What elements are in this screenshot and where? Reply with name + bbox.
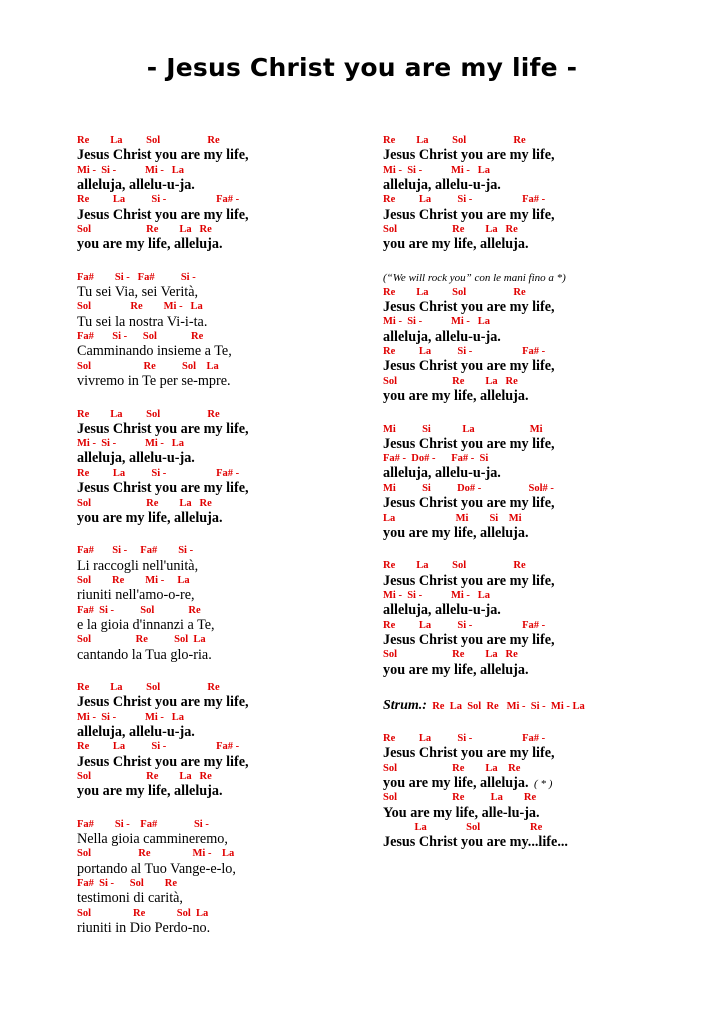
lyric-line: Jesus Christ you are my life, <box>77 206 249 223</box>
chord-line: Re La Si - Fa# - <box>383 194 546 206</box>
lyric-line <box>383 776 713 791</box>
chord-line: Fa# Si - Fa# Si - <box>77 271 196 283</box>
chord-line: Re La Sol Re <box>383 560 526 572</box>
verse-block-2 <box>77 544 367 663</box>
lyric-line: Nella gioia cammineremo, <box>77 831 228 848</box>
chord-line: Sol Re Sol La <box>77 634 206 646</box>
chord-line: Sol Re La Re <box>383 762 521 774</box>
chord-line: Mi - Si - Mi - La <box>77 164 185 176</box>
lyric-line: Jesus Christ you are my life, <box>77 420 249 437</box>
lyric-line: you are my life, alleluja. <box>383 388 529 405</box>
lyric-line: portando al Tuo Vange-e-lo, <box>77 860 236 877</box>
lyric-line: you are my life, alleluja. <box>383 661 529 678</box>
lyric-line: Jesus Christ you are my life, <box>383 435 555 452</box>
chord-line: Re La Si - Fa# - <box>383 619 546 631</box>
lyric-line: Jesus Christ you are my life, <box>383 147 555 164</box>
lyric-line: Jesus Christ you are my life, <box>77 694 249 711</box>
chord-line: Sol Re Sol La <box>77 907 209 919</box>
lyric-line: vivremo in Te per se-mpre. <box>77 373 231 390</box>
lyric-line: You are my life, alle-lu-ja. <box>383 804 540 821</box>
chord-line: Re La Sol Re <box>383 135 526 146</box>
chord-line: Sol Re La Re <box>383 224 518 236</box>
lyric-line: alleluja, allelu-u-ja. <box>383 176 501 193</box>
lyric-line: Jesus Christ you are my life, <box>383 631 555 648</box>
chord-line: Sol Re La Re <box>383 375 518 387</box>
chord-line: Sol Re La Re <box>383 649 518 661</box>
chorus-block-4 <box>383 134 713 253</box>
chord-line: Sol Re Mi - La <box>77 848 235 860</box>
chord-line: Sol Re La Re <box>77 497 212 509</box>
lyric-line: Jesus Christ you are my life, <box>383 358 555 375</box>
chord-line: Re La Si - Fa# - <box>77 194 240 206</box>
chord-line: Re La Si - Fa# - <box>77 467 240 479</box>
finale-block <box>383 732 713 851</box>
lyric-line: Jesus Christ you are my life, <box>383 745 555 762</box>
lyric-line: Tu sei la nostra Vi-i-ta. <box>77 313 208 330</box>
lyric-line: Li raccogli nell'unità, <box>77 557 199 574</box>
chorus-block-5 <box>383 271 713 405</box>
lyric-line: cantando la Tua glo-ria. <box>77 646 212 663</box>
verse-block-1 <box>77 271 367 390</box>
strum-line <box>383 696 713 714</box>
chord-line: Re La Sol Re <box>383 286 526 298</box>
lyric-text: you are my life, alleluja. <box>383 774 529 791</box>
lyric-line: testimoni di carità, <box>77 890 183 907</box>
lyric-line: you are my life, alleluja. <box>383 524 529 541</box>
chord-line: Mi - Si - Mi - La <box>383 316 491 328</box>
chorus-block-7 <box>383 559 713 678</box>
lyric-line: riuniti nell'amo-o-re, <box>77 587 195 604</box>
chord-line: Mi - Si - Mi - La <box>383 589 491 601</box>
lyric-line: you are my life, alleluja. <box>77 783 223 800</box>
lyric-line: alleluja, allelu-u-ja. <box>77 176 195 193</box>
chord-line: Re La Si - Fa# - <box>383 733 546 744</box>
chord-line: Fa# Si - Fa# Si - <box>77 545 194 557</box>
asterisk-note: ( * ) <box>528 777 553 790</box>
chord-line: Mi - Si - Mi - La <box>383 164 491 176</box>
lyric-line: you are my life, alleluja. <box>77 236 223 253</box>
lyric-line: alleluja, allelu-u-ja. <box>77 450 195 467</box>
chorus-block-3 <box>77 681 367 800</box>
chord-line: Re La Sol Re <box>77 135 220 146</box>
strum-block <box>383 696 713 714</box>
lyric-line: Jesus Christ you are my life, <box>77 753 249 770</box>
chord-line: Sol Re La Re <box>77 224 212 236</box>
chord-line: La Mi Si Mi <box>383 512 522 524</box>
chord-line: Mi Si Do# - Sol# - <box>383 482 554 494</box>
strum-label: Strum.: <box>383 698 427 713</box>
lyric-line: alleluja, allelu-u-ja. <box>77 723 195 740</box>
lyric-line: alleluja, allelu-u-ja. <box>383 602 501 619</box>
lyric-line: Jesus Christ you are my life, <box>383 495 555 512</box>
lyric-line: Jesus Christ you are my...life... <box>383 834 568 851</box>
lyric-line: you are my life, alleluja. <box>383 236 529 253</box>
chord-line: Re La Sol Re <box>77 408 220 420</box>
lyric-line: e la gioia d'innanzi a Te, <box>77 616 215 633</box>
chorus-block-6 <box>383 423 713 542</box>
chord-line: Fa# Si - Sol Re <box>77 331 204 343</box>
performance-note: (“We will rock you” con le mani fino a *) <box>383 271 566 284</box>
lyric-line: Jesus Christ you are my life, <box>77 480 249 497</box>
chord-line: La Sol Re <box>383 822 543 834</box>
left-column <box>77 134 367 955</box>
chord-line: Mi - Si - Mi - La <box>77 711 185 723</box>
chord-line: Mi - Si - Mi - La <box>77 438 185 450</box>
lyric-line: Tu sei Via, sei Verità, <box>77 284 199 301</box>
page-title: - Jesus Christ you are my life - <box>146 53 578 82</box>
strum-chords: Re La Sol Re Mi - Si - Mi - La <box>426 701 585 712</box>
chord-line: Fa# Si - Sol Re <box>77 878 178 890</box>
right-column <box>383 134 713 869</box>
chorus-block-1 <box>77 134 367 253</box>
verse-block-3 <box>77 818 367 937</box>
chord-line: Sol Re Sol La <box>77 360 219 372</box>
chord-line: Mi Si La Mi <box>383 423 543 435</box>
chorus-block-2 <box>77 408 367 527</box>
lyric-line: Jesus Christ you are my life, <box>383 572 555 589</box>
lyric-line: Camminando insieme a Te, <box>77 343 232 360</box>
chord-line: Fa# Si - Sol Re <box>77 604 201 616</box>
chord-line: Re La Si - Fa# - <box>77 741 240 753</box>
lyric-line: Jesus Christ you are my life, <box>383 206 555 223</box>
chord-line: Sol Re La Re <box>77 771 212 783</box>
chord-line: Sol Re La Re <box>383 792 537 804</box>
lyric-line: riuniti in Dio Perdo-no. <box>77 920 211 937</box>
lyric-line: alleluja, allelu-u-ja. <box>383 465 501 482</box>
chord-line: Fa# Si - Fa# Si - <box>77 818 209 830</box>
chord-line: Re La Sol Re <box>77 682 220 693</box>
lyric-line: you are my life, alleluja. <box>77 509 223 526</box>
chord-line: Re La Si - Fa# - <box>383 346 546 358</box>
lyric-line: Jesus Christ you are my life, <box>77 147 249 164</box>
chord-line: Sol Re Mi - La <box>77 301 203 313</box>
chord-line: Fa# - Do# - Fa# - Si <box>383 453 489 465</box>
lyric-line: alleluja, allelu-u-ja. <box>383 328 501 345</box>
chord-line: Sol Re Mi - La <box>77 574 190 586</box>
lyric-line: Jesus Christ you are my life, <box>383 299 555 316</box>
